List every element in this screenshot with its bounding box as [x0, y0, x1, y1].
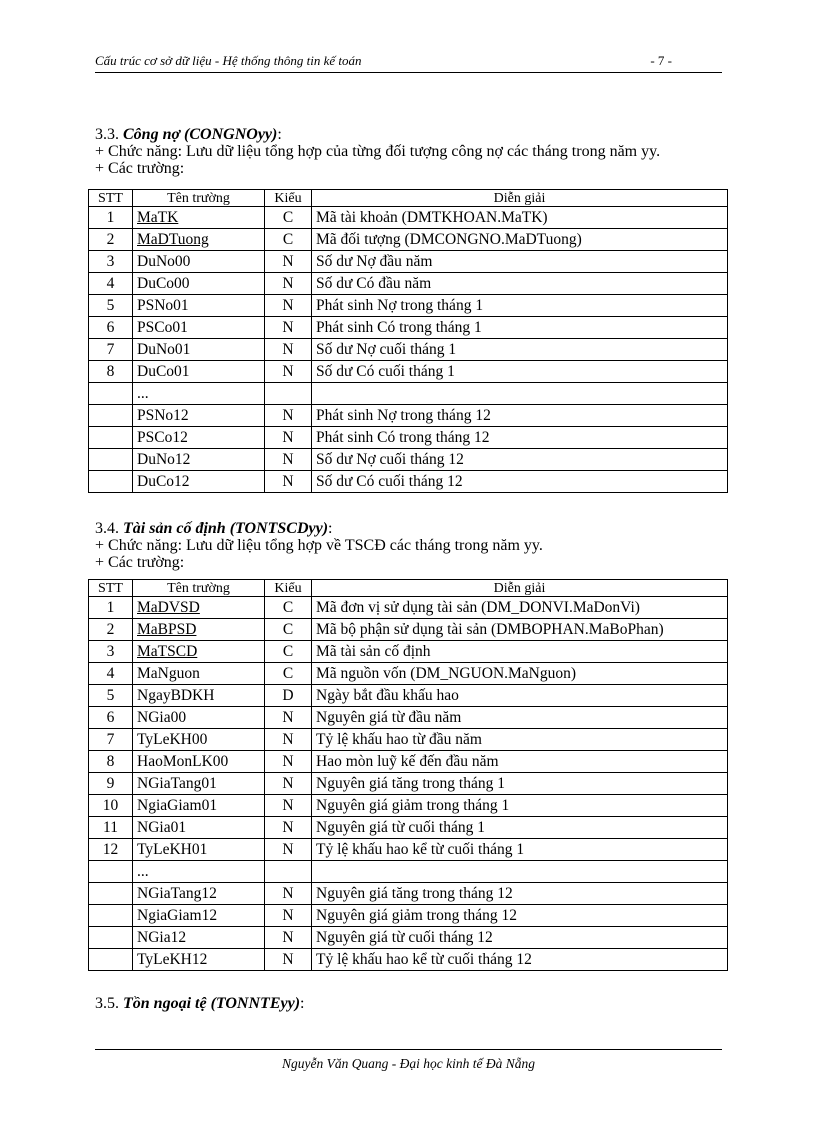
- cell-type: N: [265, 405, 312, 427]
- cell-type: C: [265, 663, 312, 685]
- cell-type: C: [265, 229, 312, 251]
- cell-field-name: TyLeKH12: [133, 949, 265, 971]
- cell-description: Ngày bắt đầu khấu hao: [312, 685, 728, 707]
- cell-description: Phát sinh Nợ trong tháng 12: [312, 405, 728, 427]
- cell-type: N: [265, 773, 312, 795]
- cell-stt: 12: [89, 839, 133, 861]
- cell-field-name: MaTSCD: [133, 641, 265, 663]
- cell-type: N: [265, 361, 312, 383]
- cell-description: Nguyên giá từ đầu năm: [312, 707, 728, 729]
- section-title: Tài sản cố định (TONTSCDyy): [123, 520, 329, 537]
- cell-stt: [89, 949, 133, 971]
- cell-field-name: DuCo12: [133, 471, 265, 493]
- cell-field-name: MaBPSD: [133, 619, 265, 641]
- page-header: [95, 52, 722, 73]
- cell-description: Phát sinh Có trong tháng 1: [312, 317, 728, 339]
- section-number: 3.5.: [95, 995, 123, 1012]
- cell-field-name: ...: [133, 383, 265, 405]
- cell-stt: [89, 905, 133, 927]
- header-stt: STT: [89, 190, 133, 207]
- cell-type: N: [265, 427, 312, 449]
- cell-stt: 10: [89, 795, 133, 817]
- cell-stt: [89, 883, 133, 905]
- cell-stt: [89, 861, 133, 883]
- table-row: [89, 641, 728, 663]
- cell-stt: 9: [89, 773, 133, 795]
- cell-type: N: [265, 927, 312, 949]
- table-row: [89, 839, 728, 861]
- cell-field-name: PSCo12: [133, 427, 265, 449]
- table-row: [89, 273, 728, 295]
- section-suffix: :: [300, 995, 305, 1012]
- cell-type: [265, 383, 312, 405]
- cell-stt: [89, 427, 133, 449]
- table-header-row: [89, 580, 728, 597]
- header-desc: Diễn giải: [312, 580, 728, 597]
- table-row: [89, 817, 728, 839]
- cell-type: C: [265, 207, 312, 229]
- cell-field-name: NGia12: [133, 927, 265, 949]
- table-row: [89, 229, 728, 251]
- table-row: [89, 471, 728, 493]
- section-suffix: :: [277, 126, 282, 143]
- cell-field-name: PSNo12: [133, 405, 265, 427]
- cell-field-name: MaNguon: [133, 663, 265, 685]
- table-row: [89, 927, 728, 949]
- cell-field-name: DuNo00: [133, 251, 265, 273]
- cell-description: Phát sinh Nợ trong tháng 1: [312, 295, 728, 317]
- cell-field-name: MaDTuong: [133, 229, 265, 251]
- header-title: Cấu trúc cơ sở dữ liệu - Hệ thống thông tin kế toán: [95, 53, 362, 68]
- cell-stt: 8: [89, 751, 133, 773]
- cell-description: Tỷ lệ khấu hao kể từ cuối tháng 12: [312, 949, 728, 971]
- cell-description: Mã bộ phận sử dụng tài sản (DMBOPHAN.MaBoPhan): [312, 619, 728, 641]
- cell-field-name: NgiaGiam01: [133, 795, 265, 817]
- table-row: [89, 949, 728, 971]
- cell-type: N: [265, 729, 312, 751]
- cell-field-name: PSCo01: [133, 317, 265, 339]
- cell-field-name: TyLeKH00: [133, 729, 265, 751]
- section-heading: [95, 520, 543, 537]
- cell-type: C: [265, 597, 312, 619]
- section-title: Tồn ngoại tệ (TONNTEyy): [123, 995, 301, 1012]
- fields-table-tscd: [88, 579, 728, 971]
- cell-description: Nguyên giá tăng trong tháng 12: [312, 883, 728, 905]
- table-row: [89, 707, 728, 729]
- cell-stt: 2: [89, 619, 133, 641]
- header-desc: Diễn giải: [312, 190, 728, 207]
- table-row: [89, 751, 728, 773]
- cell-type: N: [265, 273, 312, 295]
- table-row: [89, 361, 728, 383]
- table-row: [89, 449, 728, 471]
- table-row: [89, 339, 728, 361]
- table-row: [89, 405, 728, 427]
- table-row: [89, 663, 728, 685]
- table-row: [89, 795, 728, 817]
- cell-description: Mã đơn vị sử dụng tài sản (DM_DONVI.MaDonVi): [312, 597, 728, 619]
- cell-field-name: NgiaGiam12: [133, 905, 265, 927]
- cell-type: N: [265, 339, 312, 361]
- table-row: [89, 597, 728, 619]
- cell-description: Nguyên giá từ cuối tháng 12: [312, 927, 728, 949]
- section-suffix: :: [328, 520, 333, 537]
- cell-stt: 7: [89, 339, 133, 361]
- footer-text: Nguyễn Văn Quang - Đại học kinh tế Đà Nẵng: [281, 1056, 536, 1071]
- section-heading: [95, 995, 304, 1012]
- cell-field-name: DuNo12: [133, 449, 265, 471]
- cell-type: N: [265, 449, 312, 471]
- cell-field-name: NGiaTang12: [133, 883, 265, 905]
- header-type: Kiểu: [265, 580, 312, 597]
- function-text: + Chức năng: Lưu dữ liệu tổng hợp của từng đối tượng công nợ các tháng trong năm yy.: [95, 143, 661, 160]
- table-row: [89, 207, 728, 229]
- cell-field-name: NGiaTang01: [133, 773, 265, 795]
- cell-type: D: [265, 685, 312, 707]
- cell-type: C: [265, 641, 312, 663]
- function-text: + Chức năng: Lưu dữ liệu tổng hợp về TSCĐ các tháng trong năm yy.: [95, 537, 543, 554]
- cell-stt: 6: [89, 317, 133, 339]
- table-row: [89, 427, 728, 449]
- cell-type: N: [265, 905, 312, 927]
- cell-field-name: DuCo01: [133, 361, 265, 383]
- cell-description: Nguyên giá từ cuối tháng 1: [312, 817, 728, 839]
- cell-field-name: NGia01: [133, 817, 265, 839]
- cell-field-name: MaTK: [133, 207, 265, 229]
- cell-stt: 6: [89, 707, 133, 729]
- table-row: [89, 295, 728, 317]
- page-number: - 7 -: [650, 53, 672, 68]
- header-type: Kiểu: [265, 190, 312, 207]
- cell-field-name: HaoMonLK00: [133, 751, 265, 773]
- cell-field-name: TyLeKH01: [133, 839, 265, 861]
- cell-stt: 7: [89, 729, 133, 751]
- fields-table-congno: [88, 189, 728, 493]
- cell-type: N: [265, 839, 312, 861]
- header-name: Tên trường: [133, 190, 265, 207]
- cell-description: Mã tài sản cố định: [312, 641, 728, 663]
- cell-stt: 5: [89, 685, 133, 707]
- cell-type: N: [265, 317, 312, 339]
- section-heading: [95, 126, 660, 143]
- cell-field-name: NGia00: [133, 707, 265, 729]
- cell-description: Số dư Nợ cuối tháng 1: [312, 339, 728, 361]
- cell-description: Nguyên giá giảm trong tháng 1: [312, 795, 728, 817]
- cell-description: Hao mòn luỹ kế đến đầu năm: [312, 751, 728, 773]
- cell-stt: 8: [89, 361, 133, 383]
- cell-type: C: [265, 619, 312, 641]
- table-row: [89, 861, 728, 883]
- cell-stt: 4: [89, 273, 133, 295]
- cell-description: Phát sinh Có trong tháng 12: [312, 427, 728, 449]
- page-footer: [95, 1049, 722, 1072]
- cell-stt: [89, 449, 133, 471]
- cell-stt: [89, 383, 133, 405]
- cell-description: Tỷ lệ khấu hao kể từ cuối tháng 1: [312, 839, 728, 861]
- cell-type: N: [265, 251, 312, 273]
- cell-stt: 11: [89, 817, 133, 839]
- cell-stt: 4: [89, 663, 133, 685]
- cell-type: N: [265, 949, 312, 971]
- cell-description: Số dư Có cuối tháng 12: [312, 471, 728, 493]
- section-3-4: [95, 520, 543, 571]
- cell-description: Mã nguồn vốn (DM_NGUON.MaNguon): [312, 663, 728, 685]
- cell-field-name: NgayBDKH: [133, 685, 265, 707]
- cell-stt: [89, 927, 133, 949]
- cell-stt: 3: [89, 641, 133, 663]
- cell-stt: 5: [89, 295, 133, 317]
- cell-description: [312, 861, 728, 883]
- table-row: [89, 905, 728, 927]
- section-3-5: [95, 995, 304, 1012]
- cell-type: N: [265, 471, 312, 493]
- cell-description: Số dư Có cuối tháng 1: [312, 361, 728, 383]
- cell-field-name: DuCo00: [133, 273, 265, 295]
- cell-field-name: MaDVSD: [133, 597, 265, 619]
- cell-field-name: PSNo01: [133, 295, 265, 317]
- table-row: [89, 251, 728, 273]
- cell-stt: 1: [89, 207, 133, 229]
- cell-type: N: [265, 751, 312, 773]
- cell-type: [265, 861, 312, 883]
- cell-description: Số dư Nợ đầu năm: [312, 251, 728, 273]
- section-title: Công nợ (CONGNOyy): [123, 126, 278, 143]
- table-row: [89, 773, 728, 795]
- table-row: [89, 619, 728, 641]
- cell-type: N: [265, 883, 312, 905]
- cell-stt: 1: [89, 597, 133, 619]
- cell-type: N: [265, 295, 312, 317]
- cell-type: N: [265, 707, 312, 729]
- cell-stt: 2: [89, 229, 133, 251]
- section-number: 3.4.: [95, 520, 123, 537]
- cell-type: N: [265, 817, 312, 839]
- table-row: [89, 317, 728, 339]
- section-3-3: [95, 126, 660, 177]
- header-stt: STT: [89, 580, 133, 597]
- table-row: [89, 685, 728, 707]
- cell-description: Mã đối tượng (DMCONGNO.MaDTuong): [312, 229, 728, 251]
- cell-description: Nguyên giá giảm trong tháng 12: [312, 905, 728, 927]
- cell-description: Tỷ lệ khấu hao từ đầu năm: [312, 729, 728, 751]
- cell-stt: [89, 471, 133, 493]
- cell-description: Nguyên giá tăng trong tháng 1: [312, 773, 728, 795]
- cell-description: [312, 383, 728, 405]
- cell-type: N: [265, 795, 312, 817]
- cell-description: Mã tài khoản (DMTKHOAN.MaTK): [312, 207, 728, 229]
- cell-stt: 3: [89, 251, 133, 273]
- table-row: [89, 729, 728, 751]
- table-header-row: [89, 190, 728, 207]
- cell-stt: [89, 405, 133, 427]
- cell-field-name: ...: [133, 861, 265, 883]
- fields-label: + Các trường:: [95, 554, 185, 571]
- table-row: [89, 383, 728, 405]
- cell-description: Số dư Nợ cuối tháng 12: [312, 449, 728, 471]
- fields-label: + Các trường:: [95, 160, 185, 177]
- section-number: 3.3.: [95, 126, 123, 143]
- table-row: [89, 883, 728, 905]
- cell-description: Số dư Có đầu năm: [312, 273, 728, 295]
- cell-field-name: DuNo01: [133, 339, 265, 361]
- header-name: Tên trường: [133, 580, 265, 597]
